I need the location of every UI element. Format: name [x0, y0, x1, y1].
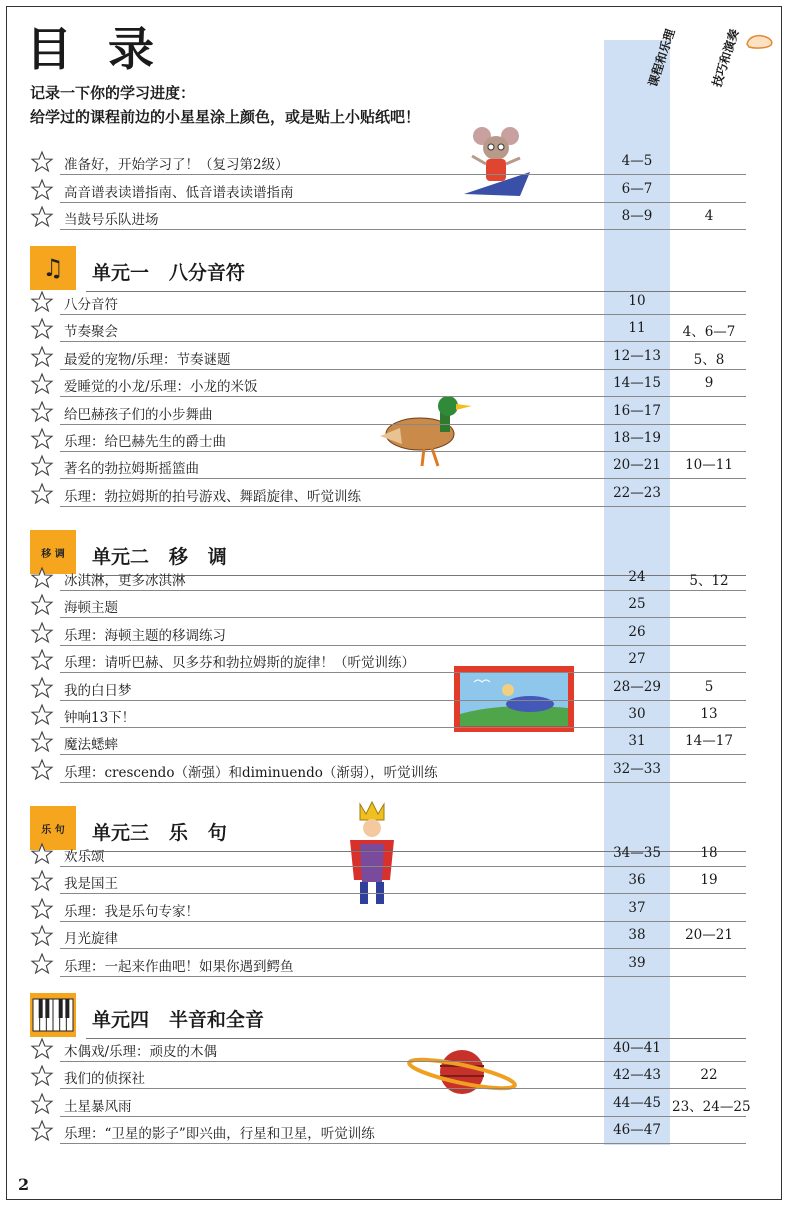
progress-star-icon[interactable] — [30, 372, 54, 396]
lesson-page: 44—45 — [613, 1095, 661, 1111]
lesson-title: 乐理：一起来作曲吧！如果你遇到鳄鱼 — [64, 959, 294, 975]
lesson-title: 乐理：“卫星的影子”即兴曲，行星和卫星，听觉训练 — [64, 1126, 375, 1142]
row-divider — [60, 976, 746, 977]
lesson-title: 爱睡觉的小龙/乐理：小龙的米饭 — [64, 379, 258, 395]
progress-star-icon[interactable] — [30, 593, 54, 617]
technique-page: 5、12 — [689, 573, 729, 589]
toc-row — [30, 674, 746, 701]
toc-row — [30, 480, 746, 507]
unit-icon-label: 移 调 — [41, 548, 65, 560]
progress-star-icon[interactable] — [30, 150, 54, 174]
lesson-page: 40—41 — [613, 1040, 661, 1056]
lesson-page: 11 — [628, 320, 646, 336]
col-header-technique: 技巧和演奏 — [709, 27, 742, 89]
lesson-title: 月光旋律 — [64, 931, 118, 947]
lesson-page: 8—9 — [621, 208, 653, 224]
toc-row — [30, 867, 746, 894]
progress-star-icon[interactable] — [30, 648, 54, 672]
technique-page: 13 — [700, 706, 718, 722]
toc-row — [30, 840, 746, 867]
unit-icon-label: 乐 句 — [41, 824, 65, 836]
lesson-page: 24 — [628, 569, 646, 585]
progress-star-icon[interactable] — [30, 482, 54, 506]
progress-star-icon[interactable] — [30, 205, 54, 229]
lesson-page: 25 — [628, 596, 646, 612]
progress-star-icon[interactable] — [30, 290, 54, 314]
toc-row — [30, 1117, 746, 1144]
lesson-title: 给巴赫孩子们的小步舞曲 — [64, 407, 213, 423]
toc-row — [30, 343, 746, 370]
progress-star-icon[interactable] — [30, 454, 54, 478]
toc-row — [30, 922, 746, 949]
progress-star-icon[interactable] — [30, 703, 54, 727]
lesson-page: 46—47 — [613, 1122, 661, 1138]
lesson-page: 12—13 — [613, 348, 661, 364]
progress-star-icon[interactable] — [30, 566, 54, 590]
toc-row — [30, 701, 746, 728]
lesson-title: 钟响13下！ — [64, 710, 136, 726]
progress-star-icon[interactable] — [30, 676, 54, 700]
lesson-page: 34—35 — [613, 845, 661, 861]
hand-pointer-icon — [744, 30, 776, 52]
col-header-lessons: 课程和乐理 — [645, 27, 678, 89]
lesson-title: 乐理：勃拉姆斯的拍号游戏、舞蹈旋律、听觉训练 — [64, 489, 361, 505]
progress-star-icon[interactable] — [30, 869, 54, 893]
lesson-page: 27 — [628, 651, 646, 667]
progress-star-icon[interactable] — [30, 924, 54, 948]
progress-star-icon[interactable] — [30, 952, 54, 976]
toc-row — [30, 619, 746, 646]
lesson-page: 36 — [628, 872, 646, 888]
lesson-page: 28—29 — [613, 679, 661, 695]
toc-row — [30, 950, 746, 977]
toc-row — [30, 1090, 751, 1117]
lesson-title: 节奏聚会 — [64, 324, 118, 340]
lesson-title: 著名的勃拉姆斯摇篮曲 — [64, 461, 199, 477]
lesson-page: 30 — [628, 706, 646, 722]
progress-star-icon[interactable] — [30, 178, 54, 202]
lesson-title: 准备好，开始学习了！（复习第2级） — [64, 157, 289, 173]
technique-page: 4 — [704, 208, 714, 224]
lesson-page: 6—7 — [621, 181, 653, 197]
technique-page: 22 — [700, 1067, 718, 1083]
toc-row — [30, 315, 746, 342]
lesson-title: 乐理：给巴赫先生的爵士曲 — [64, 434, 226, 450]
progress-star-icon[interactable] — [30, 1092, 54, 1116]
lesson-page: 22—23 — [613, 485, 661, 501]
unit-title: 单元一 八分音符 — [92, 262, 245, 284]
toc-row — [30, 756, 746, 783]
toc-row — [30, 646, 746, 673]
toc-row — [30, 1062, 746, 1089]
progress-star-icon[interactable] — [30, 400, 54, 424]
subtitle-instruction: 给学过的课程前边的小星星涂上颜色，或是贴上小贴纸吧！ — [30, 108, 421, 126]
lesson-page: 39 — [628, 955, 646, 971]
lesson-page: 20—21 — [613, 457, 661, 473]
lesson-page: 10 — [628, 293, 646, 309]
lesson-title: 魔法蟋蟀 — [64, 737, 118, 753]
unit-title: 单元二 移 调 — [92, 546, 227, 568]
progress-star-icon[interactable] — [30, 730, 54, 754]
toc-row — [30, 425, 746, 452]
technique-page: 4、6—7 — [682, 324, 736, 340]
unit-header — [30, 246, 746, 290]
technique-page: 18 — [700, 845, 718, 861]
progress-star-icon[interactable] — [30, 621, 54, 645]
unit-title: 单元三 乐 句 — [92, 822, 227, 844]
progress-star-icon[interactable] — [30, 317, 54, 341]
toc-row — [30, 895, 746, 922]
lesson-title: 我们的侦探社 — [64, 1071, 145, 1087]
toc-row — [30, 148, 746, 175]
lesson-page: 38 — [628, 927, 646, 943]
toc-row — [30, 398, 746, 425]
lesson-page: 31 — [628, 733, 646, 749]
progress-star-icon[interactable] — [30, 758, 54, 782]
row-divider — [60, 672, 746, 673]
unit-title: 单元四 半音和全音 — [92, 1009, 264, 1031]
lesson-page: 26 — [628, 624, 646, 640]
progress-star-icon[interactable] — [30, 1037, 54, 1061]
page-number: 2 — [18, 1175, 30, 1194]
row-divider — [60, 341, 746, 342]
technique-page: 5、8 — [693, 352, 725, 368]
row-divider — [60, 754, 746, 755]
technique-page: 19 — [700, 872, 718, 888]
toc-row — [30, 203, 746, 230]
piano-keys-icon — [30, 993, 76, 1037]
lesson-title: 八分音符 — [64, 297, 118, 313]
toc-row — [30, 728, 746, 755]
row-divider — [60, 396, 746, 397]
technique-page: 10—11 — [685, 457, 733, 473]
lesson-page: 32—33 — [613, 761, 661, 777]
progress-star-icon[interactable] — [30, 1064, 54, 1088]
row-divider — [60, 506, 746, 507]
lesson-title: 乐理：海顿主题的移调练习 — [64, 628, 226, 644]
unit-icon-label: ♫ — [42, 254, 64, 282]
lesson-title: 土星暴风雨 — [64, 1099, 132, 1115]
lesson-title: 木偶戏/乐理：顽皮的木偶 — [64, 1044, 218, 1060]
unit-header — [30, 993, 746, 1037]
technique-page: 5 — [704, 679, 714, 695]
lesson-page: 37 — [628, 900, 646, 916]
lesson-title: 海顿主题 — [64, 600, 118, 616]
music-note-icon — [30, 246, 76, 290]
row-divider — [60, 948, 746, 949]
technique-page: 9 — [704, 375, 714, 391]
lesson-title: 当鼓号乐队进场 — [64, 212, 159, 228]
subtitle-record: 记录一下你的学习进度： — [30, 84, 196, 102]
lesson-page: 16—17 — [613, 403, 661, 419]
progress-star-icon[interactable] — [30, 897, 54, 921]
progress-star-icon[interactable] — [30, 427, 54, 451]
lesson-title: 欢乐颂 — [64, 849, 105, 865]
technique-page: 23、24—25 — [672, 1099, 751, 1115]
lesson-title: 乐理：crescendo（渐强）和diminuendo（渐弱），听觉训练 — [64, 765, 438, 781]
row-divider — [60, 229, 746, 230]
row-divider — [60, 1143, 746, 1144]
lesson-page: 42—43 — [613, 1067, 661, 1083]
row-divider — [60, 478, 746, 479]
lesson-title: 冰淇淋，更多冰淇淋 — [64, 573, 186, 589]
progress-star-icon[interactable] — [30, 1119, 54, 1143]
lesson-title: 乐理：请听巴赫、贝多芬和勃拉姆斯的旋律！（听觉训练） — [64, 655, 415, 671]
lesson-title: 我是国王 — [64, 876, 118, 892]
row-divider — [60, 174, 746, 175]
lesson-page: 18—19 — [613, 430, 661, 446]
toc-row — [30, 452, 746, 479]
toc-row — [30, 176, 746, 203]
toc-row — [30, 564, 746, 591]
toc-row — [30, 370, 746, 397]
lesson-title: 高音谱表读谱指南、低音谱表读谱指南 — [64, 185, 294, 201]
toc-row — [30, 591, 746, 618]
row-divider — [60, 617, 746, 618]
progress-star-icon[interactable] — [30, 842, 54, 866]
row-divider — [60, 893, 746, 894]
lesson-title: 乐理：我是乐句专家！ — [64, 904, 199, 920]
progress-star-icon[interactable] — [30, 345, 54, 369]
technique-page: 14—17 — [685, 733, 733, 749]
lesson-title: 我的白日梦 — [64, 683, 132, 699]
row-divider — [60, 1088, 746, 1089]
lesson-page: 4—5 — [621, 153, 653, 169]
lesson-page: 14—15 — [613, 375, 661, 391]
lesson-title: 最爱的宠物/乐理：节奏谜题 — [64, 352, 231, 368]
page-title: 目 录 — [26, 22, 165, 76]
technique-page: 20—21 — [685, 927, 733, 943]
toc-row — [30, 288, 746, 315]
toc-row — [30, 1035, 746, 1062]
row-divider — [60, 782, 746, 783]
